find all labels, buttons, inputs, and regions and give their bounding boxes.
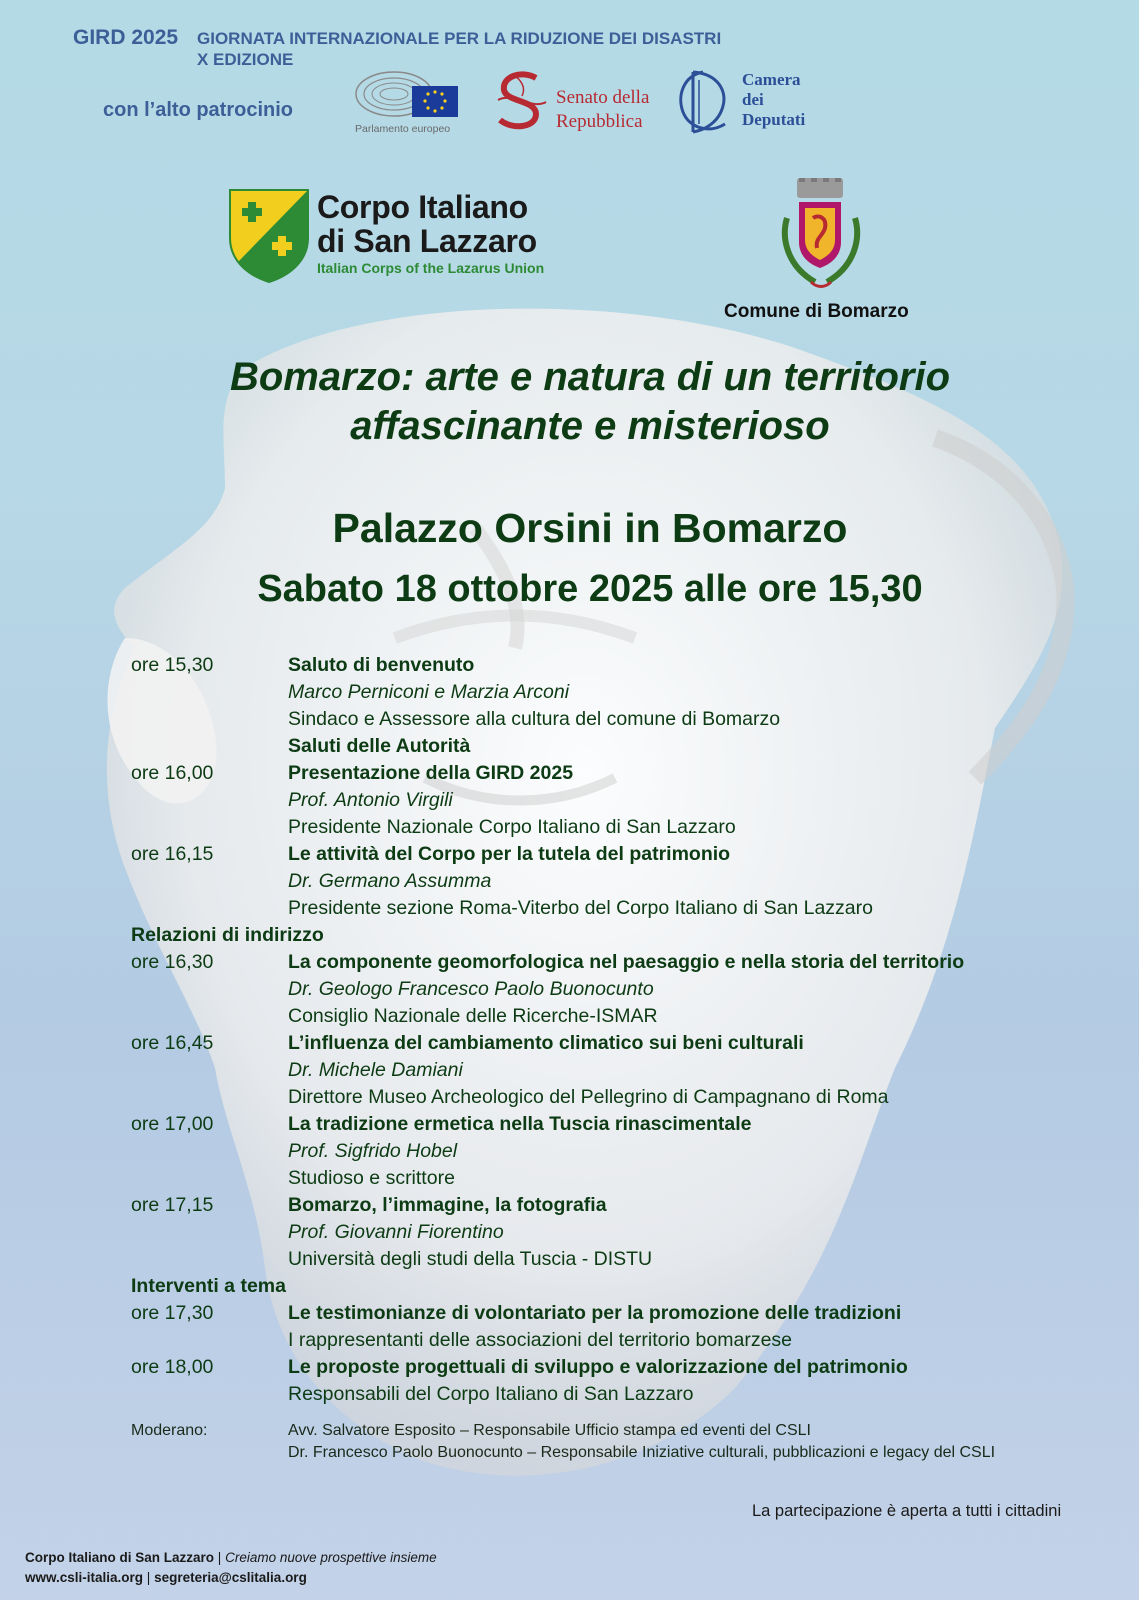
program-time [131,1327,288,1354]
program-time: ore 17,30 [131,1302,214,1324]
program-text: Prof. Sigfrido Hobel [288,1140,458,1162]
organizer-name-line1: Corpo Italiano [317,189,528,225]
camera-line3: Deputati [742,110,806,129]
program-row [131,1057,1091,1084]
program-time: ore 16,15 [131,843,214,865]
program-row [131,787,1091,814]
program-row [131,814,1091,841]
program-time: ore 18,00 [131,1356,214,1378]
program-time [131,706,288,733]
program-text: Bomarzo, l’immagine, la fotografia [288,1194,607,1216]
program-row [131,1246,1091,1273]
camera-line2: dei [742,90,764,109]
program-time [131,1084,288,1111]
program-row [131,1381,1091,1408]
program-time [131,895,288,922]
moderator-line1: Avv. Salvatore Esposito – Responsabile Ufficio stampa ed eventi del CSLI [288,1422,811,1439]
program-time [131,1246,288,1273]
program-time: ore 17,15 [131,1194,214,1216]
program-row [131,652,1091,679]
program-time [131,1138,288,1165]
program-row [131,895,1091,922]
program-text: Università degli studi della Tuscia - DISTU [288,1248,653,1270]
footer-org-line [25,1550,437,1565]
program-row [131,1030,1091,1057]
program-text: La componente geomorfologica nel paesaggio e nella storia del territorio [288,951,965,973]
gird-label: GIRD 2025 [73,26,179,49]
program-row [131,1300,1091,1327]
program-time: ore 16,45 [131,1032,214,1054]
program-row [131,1327,1091,1354]
organizer-name-line2: di San Lazzaro [317,223,537,259]
program-time [131,1219,288,1246]
footer-org: Corpo Italiano di San Lazzaro [25,1550,215,1565]
program-row [131,733,1091,760]
program-text: Saluti delle Autorità [288,735,471,757]
program-text: Sindaco e Assessore alla cultura del comune di Bomarzo [288,708,781,730]
program-time: ore 15,30 [131,654,214,676]
gird-subtitle-line1: GIORNATA INTERNAZIONALE PER LA RIDUZIONE DEI DISASTRI [197,29,722,48]
program-time [131,814,288,841]
program-row [131,976,1091,1003]
section-title: Interventi a tema [131,1275,286,1297]
program-list [131,652,1091,1408]
event-title [0,353,1139,451]
program-row [131,1192,1091,1219]
participation-note: La partecipazione è aperta a tutti i cittadini [752,1502,1062,1520]
program-text: Le proposte progettuali di sviluppo e valorizzazione del patrimonio [288,1356,908,1378]
program-text: Studioso e scrittore [288,1167,455,1189]
event-title-line2: affascinante e misterioso [350,404,830,448]
program-text: Presidente sezione Roma-Viterbo del Corpo Italiano di San Lazzaro [288,897,873,919]
camera-line1: Camera [742,70,801,89]
moderator-line2: Dr. Francesco Paolo Buonocunto – Responsabile Iniziative culturali, pubblicazioni e legacy del CSLI [288,1444,996,1461]
program-row [131,679,1091,706]
cisl-shield-logo [228,188,310,284]
program-text: L’influenza del cambiamento climatico sui beni culturali [288,1032,804,1054]
camera-label [742,70,805,130]
program-text: La tradizione ermetica nella Tuscia rinascimentale [288,1113,752,1135]
program-section-heading [131,1273,1091,1300]
program-section-heading [131,922,1091,949]
program-time [131,1003,288,1030]
senato-label [556,86,649,134]
footer-website[interactable]: www.csli-italia.org [25,1570,144,1585]
program-time [131,1165,288,1192]
gird-subtitle-line2: X EDIZIONE [197,50,294,69]
program-row [131,1111,1091,1138]
organizer-name [317,190,537,258]
footer-separator: | [146,1570,151,1585]
event-title-line1: Bomarzo: arte e natura di un territorio [229,355,951,399]
program-row [131,1003,1091,1030]
program-text: Prof. Giovanni Fiorentino [288,1221,504,1243]
senato-line2: Repubblica [556,111,643,132]
program-row [131,760,1091,787]
program-time [131,976,288,1003]
program-text: Dr. Germano Assumma [288,870,492,892]
program-time: ore 16,30 [131,951,214,973]
footer-separator: | [217,1550,222,1565]
event-date: Sabato 18 ottobre 2025 alle ore 15,30 [257,568,923,610]
program-text: Saluto di benvenuto [288,654,475,676]
program-time [131,733,288,760]
footer-tagline: Creiamo nuove prospettive insieme [225,1550,437,1565]
senato-logo [492,70,552,132]
program-text: Direttore Museo Archeologico del Pellegrino di Campagnano di Roma [288,1086,889,1108]
program-time [131,1057,288,1084]
program-text: Prof. Antonio Virgili [288,789,453,811]
program-time [131,868,288,895]
program-row [131,1219,1091,1246]
program-text: Le attività del Corpo per la tutela del patrimonio [288,843,731,865]
program-text: Presidente Nazionale Corpo Italiano di San Lazzaro [288,816,736,838]
program-time [131,679,288,706]
footer-contact-line [25,1570,307,1585]
program-row [131,868,1091,895]
program-time: ore 17,00 [131,1113,214,1135]
program-time [131,787,288,814]
european-parliament-label: Parlamento europeo [355,123,451,135]
program-row [131,706,1091,733]
patronage-label: con l’alto patrocinio [103,99,294,121]
program-row [131,1165,1091,1192]
bomarzo-crest-logo [775,178,875,298]
organizer-subtitle: Italian Corps of the Lazarus Union [317,260,545,276]
program-text: Dr. Michele Damiani [288,1059,463,1081]
moderators-block [131,1420,1091,1464]
program-text: Responsabili del Corpo Italiano di San Lazzaro [288,1383,694,1405]
program-text: Presentazione della GIRD 2025 [288,762,574,784]
moderators-label: Moderano: [131,1422,208,1439]
program-text: Le testimonianze di volontariato per la promozione delle tradizioni [288,1302,902,1324]
program-row [131,841,1091,868]
senato-line1: Senato della [556,87,650,108]
camera-deputati-logo [673,66,739,138]
program-row [131,1138,1091,1165]
event-venue: Palazzo Orsini in Bomarzo [332,505,848,551]
program-time [131,1381,288,1408]
program-row [131,1354,1091,1381]
program-row [131,1084,1091,1111]
program-time: ore 16,00 [131,762,214,784]
section-title: Relazioni di indirizzo [131,924,324,946]
program-text: Dr. Geologo Francesco Paolo Buonocunto [288,978,654,1000]
program-text: Consiglio Nazionale delle Ricerche-ISMAR [288,1005,658,1027]
program-row [131,949,1091,976]
comune-label: Comune di Bomarzo [724,301,909,322]
program-text: I rappresentanti delle associazioni del territorio bomarzese [288,1329,793,1351]
program-text: Marco Perniconi e Marzia Arconi [288,681,570,703]
footer-email[interactable]: segreteria@cslitalia.org [154,1570,307,1585]
